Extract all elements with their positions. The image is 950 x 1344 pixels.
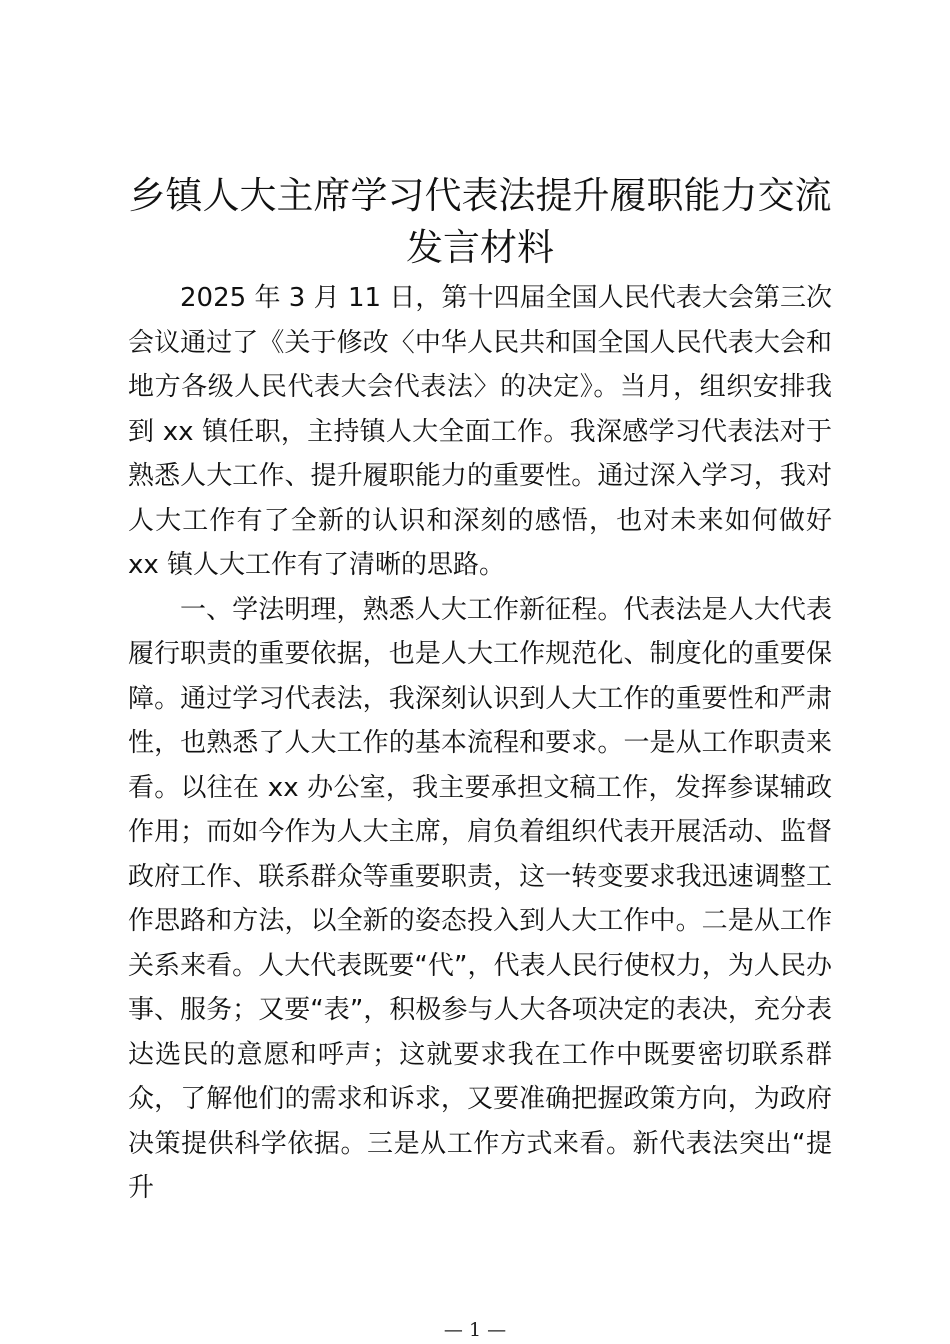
paragraph-section-one: 一、学法明理，熟悉人大工作新征程。代表法是人大代表履行职责的重要依据，也是人大工作规范化、制度化的重要保障。通过学习代表法，我深刻认识到人大工作的重要性和严肃性，也熟悉了人大工作的基本流程和要求。一是从工作职责来看。以往在 xx 办公室，我主要承担文稿工作，发挥参谋辅政作用；而如今作为人大主席，肩负着组织代表开展活动、监督政府工作、联系群众等重要职责，这一转变要求我迅速调整工作思路和方法，以全新的姿态投入到人大工作中。二是从工作关系来看。人大代表既要“代”，代表人民行使权力，为人民办事、服务；又要“表”，积极参与人大各项决定的表决，充分表达选民的意愿和呼声；这就要求我在工作中既要密切联系群众，了解他们的需求和诉求，又要准确把握政策方向，为政府决策提供科学依据。三是从工作方式来看。新代表法突出“提升 — [128, 594, 832, 1203]
document-title: 乡镇人大主席学习代表法提升履职能力交流发言材料 — [128, 174, 832, 269]
document-page — [128, 170, 832, 1211]
paragraph-intro: 2025 年 3 月 11 日，第十四届全国人民代表大会第三次会议通过了《关于修改〈中华人民共和国全国人民代表大会和地方各级人民代表大会代表法〉的决定》。当月，组织安排我到 xx 镇任职，主持镇人大全面工作。我深感学习代表法对于熟悉人大工作、提升履职能力的重要性。通过深入学习，我对人大工作有了全新的认识和深刻的感悟，也对未来如何做好 xx 镇人大工作有了清晰的思路。 — [128, 283, 832, 580]
page-number: — 1 — — [443, 1319, 507, 1341]
